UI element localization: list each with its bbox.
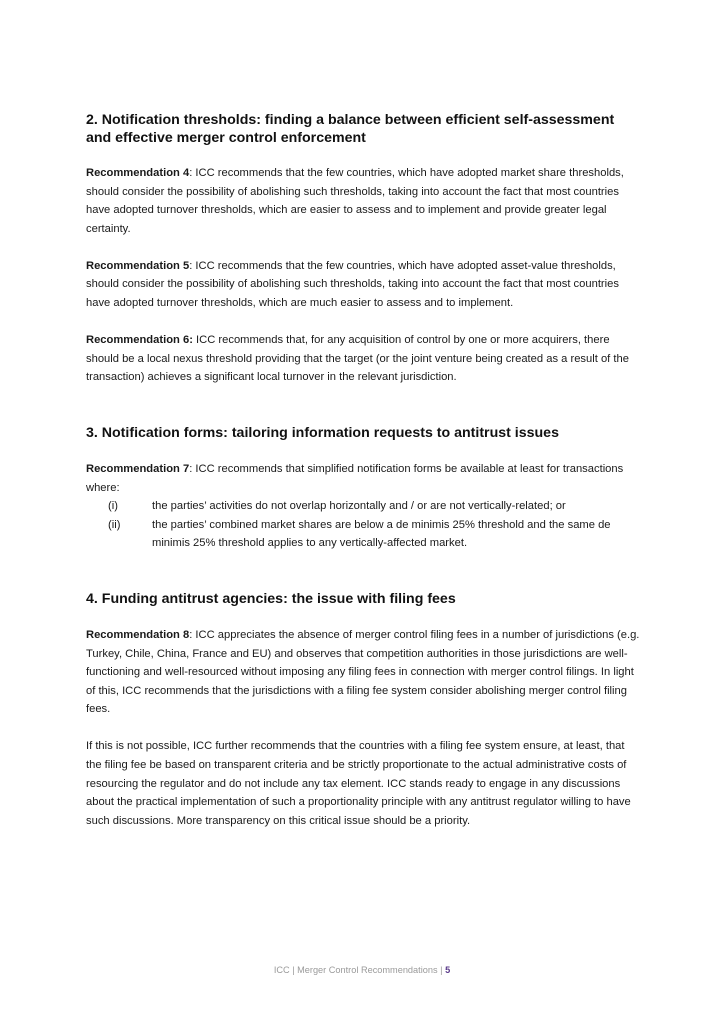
recommendation-8-label: Recommendation 8 <box>86 628 190 641</box>
recommendation-8 <box>86 626 642 719</box>
recommendation-4 <box>86 164 642 238</box>
list-item <box>86 497 642 516</box>
recommendation-4-text: : ICC recommends that the few countries, which have adopted market share thresholds, should consider the possibility of abolishing such thresholds, taking into account the fact that most countries have adopted turnover thresholds, which are easier to assess and to implement and provide greater legal certainty. <box>86 167 624 235</box>
list-item-number: (i) <box>108 500 118 513</box>
recommendation-5-text: : ICC recommends that the few countries, which have adopted asset-value thresholds, should consider the possibility of abolishing such thresholds, taking into account the fact that most countries have adopted turnover thresholds, which are much easier to assess and to implement. <box>86 259 619 310</box>
recommendation-4-label: Recommendation 4 <box>86 167 190 179</box>
list-item-number: (ii) <box>108 518 121 531</box>
page-footer <box>0 965 724 975</box>
recommendation-8-text: : ICC appreciates the absence of merger control filing fees in a number of jurisdictions (e.g. Turkey, Chile, China, France and EU) and observes that competition authorities in those jurisdictions are well-functioning and well-resourced without imposing any filing fees in connection with merger control filings. In light of this, ICC recommends that the jurisdictions with a filing fee system consider abolishing merger control filing fees. <box>86 628 640 716</box>
recommendation-7 <box>86 460 642 497</box>
filing-fee-paragraph: If this is not possible, ICC further recommends that the countries with a filing fee system ensure, at least, that the filing fee be based on transparent criteria and be strictly proportionate to the actual administrative costs of resourcing the regulator and do not include any tax element. ICC stands ready to engage in any discussions about the practical implementation of such a proportionality principle with any antitrust regulator willing to have such discussions. More transparency on this critical issue should be a priority. <box>86 740 631 827</box>
recommendation-6-text: ICC recommends that, for any acquisition of control by one or more acquirers, there should be a local nexus threshold providing that the target (or the joint venture being created as a result of the transaction) achieves a significant local turnover in the relevant jurisdiction. <box>86 334 629 384</box>
section-3-heading: 3. Notification forms: tailoring information requests to antitrust issues <box>86 424 559 441</box>
recommendation-6 <box>86 331 642 387</box>
recommendation-7-text: : ICC recommends that simplified notification forms be available at least for transactions where: <box>86 462 624 494</box>
recommendation-7-list <box>86 497 642 553</box>
recommendation-7-label: Recommendation 7 <box>86 462 190 475</box>
recommendation-5-label: Recommendation 5 <box>86 259 190 272</box>
recommendation-5 <box>86 257 642 313</box>
list-item-text: the parties’ activities do not overlap horizontally and / or are not vertically-related; or <box>152 500 566 513</box>
page-number: 5 <box>445 965 451 975</box>
section-2-heading: 2. Notification thresholds: finding a balance between efficient self-assessment and effective merger control enforcement <box>86 112 615 146</box>
recommendation-6-label: Recommendation 6: <box>86 334 193 347</box>
list-item-text: the parties’ combined market shares are below a de minimis 25% threshold and the same de minimis 25% threshold applies to any vertically-affected market. <box>152 518 611 550</box>
section-4-heading: 4. Funding antitrust agencies: the issue with filing fees <box>86 590 456 607</box>
page-content <box>86 111 642 830</box>
footer-text: ICC | Merger Control Recommendations | <box>273 965 443 975</box>
list-item <box>86 516 642 553</box>
